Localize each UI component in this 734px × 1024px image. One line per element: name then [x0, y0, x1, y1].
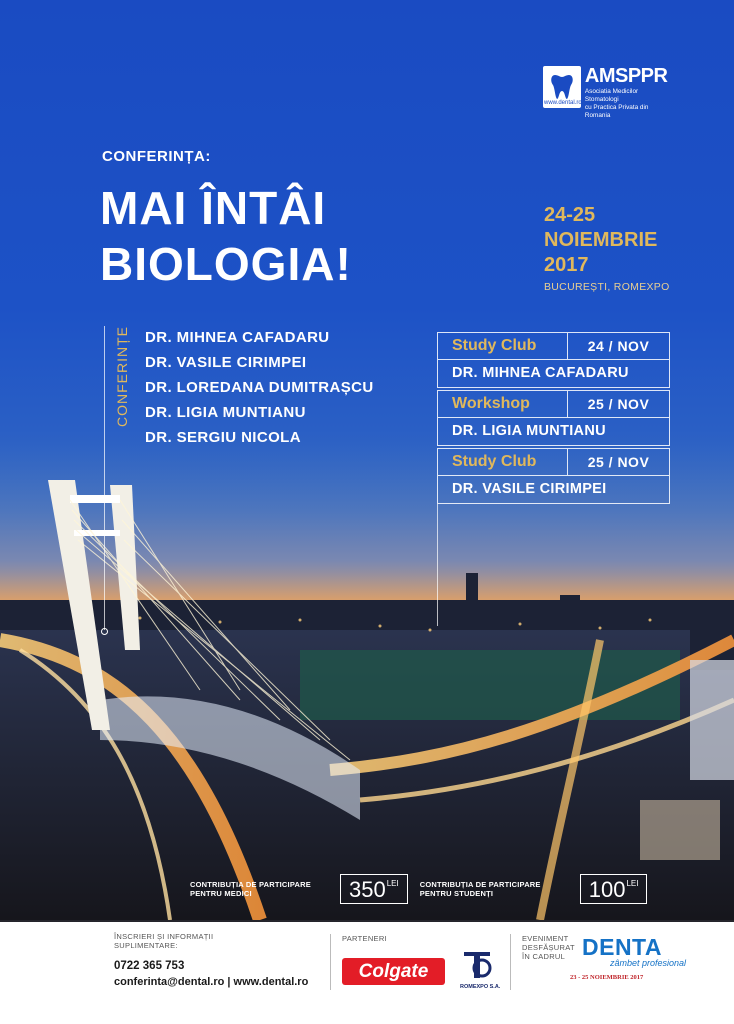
- event-days: 24-25: [544, 204, 596, 226]
- students-fee-amount: 100: [588, 877, 626, 902]
- footer-divider: [510, 934, 511, 990]
- speaker-item: DR. VASILE CIRIMPEI: [145, 354, 307, 371]
- romexpo-logo-icon: [460, 946, 494, 982]
- logo-url: www.dental.ro: [544, 100, 582, 106]
- divider-dot: [101, 628, 108, 635]
- students-fee-unit: LEI: [626, 879, 639, 888]
- contact-email-web[interactable]: conferinta@dental.ro | www.dental.ro: [114, 976, 309, 988]
- romexpo-label: ROMEXPO S.A.: [460, 984, 501, 990]
- doctors-fee-value: [340, 874, 408, 904]
- footer: [0, 922, 734, 1024]
- title-line-2: BIOLOGIA!: [100, 238, 352, 290]
- session-date: 25 / NOV: [587, 454, 650, 470]
- speakers-label: CONFERINȚE: [114, 326, 130, 427]
- sessions-list: [437, 332, 670, 506]
- sessions-divider: [437, 504, 438, 626]
- doctors-fee-amount: 350: [349, 877, 386, 902]
- conference-kicker: CONFERINȚA:: [102, 148, 211, 165]
- denta-dates: 23 - 25 NOIEMBRIE 2017: [570, 974, 644, 981]
- partners-label: PARTENERI: [342, 934, 387, 943]
- denta-tagline: zâmbet profesional: [610, 958, 687, 968]
- event-place: BUCUREȘTI, ROMEXPO: [544, 281, 670, 293]
- students-fee-label-2: PENTRU STUDENȚI: [419, 889, 494, 898]
- speaker-item: DR. LIGIA MUNTIANU: [145, 404, 306, 421]
- speakers-divider: [104, 326, 105, 630]
- session-speaker: DR. LIGIA MUNTIANU: [452, 423, 606, 439]
- event-year: 2017: [544, 254, 589, 276]
- logo-subtitle-2: cu Practica Privata din Romania: [584, 104, 649, 119]
- session-card: [437, 448, 670, 504]
- students-fee-label: [420, 880, 580, 898]
- info-label: [114, 932, 213, 950]
- session-card: [437, 332, 670, 388]
- session-date: 25 / NOV: [587, 396, 650, 412]
- doctors-fee-label: [190, 880, 340, 898]
- speaker-item: DR. SERGIU NICOLA: [145, 429, 301, 446]
- doctors-fee-unit: LEI: [386, 879, 399, 888]
- session-type: Study Club: [438, 333, 568, 359]
- session-speaker: DR. VASILE CIRIMPEI: [452, 481, 607, 497]
- session-date: 24 / NOV: [587, 338, 650, 354]
- students-fee-value: [580, 874, 648, 904]
- logo-name: AMSPPR: [584, 65, 668, 87]
- session-type: Study Club: [438, 449, 568, 475]
- event-host-label: [522, 934, 575, 961]
- doctors-fee-label-1: CONTRIBUȚIA DE PARTICIPARE: [190, 880, 311, 889]
- bridge-city-photo: [0, 440, 734, 920]
- event-host-label-2: DESFĂȘURAT: [522, 943, 575, 952]
- speaker-item: DR. MIHNEA CAFADARU: [145, 329, 330, 346]
- doctors-fee-label-2: PENTRU MEDICI: [190, 889, 252, 898]
- fee-bar: [190, 874, 647, 904]
- session-speaker: DR. MIHNEA CAFADARU: [452, 365, 629, 381]
- session-type: Workshop: [438, 391, 568, 417]
- logo-subtitle-1: Asociatia Medicilor Stomatologi: [584, 88, 639, 103]
- session-card: [437, 390, 670, 446]
- title-line-1: MAI ÎNTÂI: [100, 182, 327, 234]
- footer-divider: [330, 934, 331, 990]
- contact-phone[interactable]: 0722 365 753: [114, 960, 185, 972]
- colgate-logo: Colgate: [342, 958, 445, 985]
- event-date-block: [544, 203, 670, 293]
- event-month: NOIEMBRIE: [544, 229, 658, 251]
- denta-logo: DENTA: [582, 934, 663, 960]
- info-label-1: ÎNSCRIERI ȘI INFORMAȚII: [114, 932, 214, 941]
- speaker-item: DR. LOREDANA DUMITRAȘCU: [145, 379, 374, 396]
- event-host-label-3: ÎN CADRUL: [522, 952, 566, 961]
- info-label-2: SUPLIMENTARE:: [114, 941, 178, 950]
- students-fee-label-1: CONTRIBUȚIA DE PARTICIPARE: [419, 880, 541, 889]
- event-host-label-1: EVENIMENT: [522, 934, 569, 943]
